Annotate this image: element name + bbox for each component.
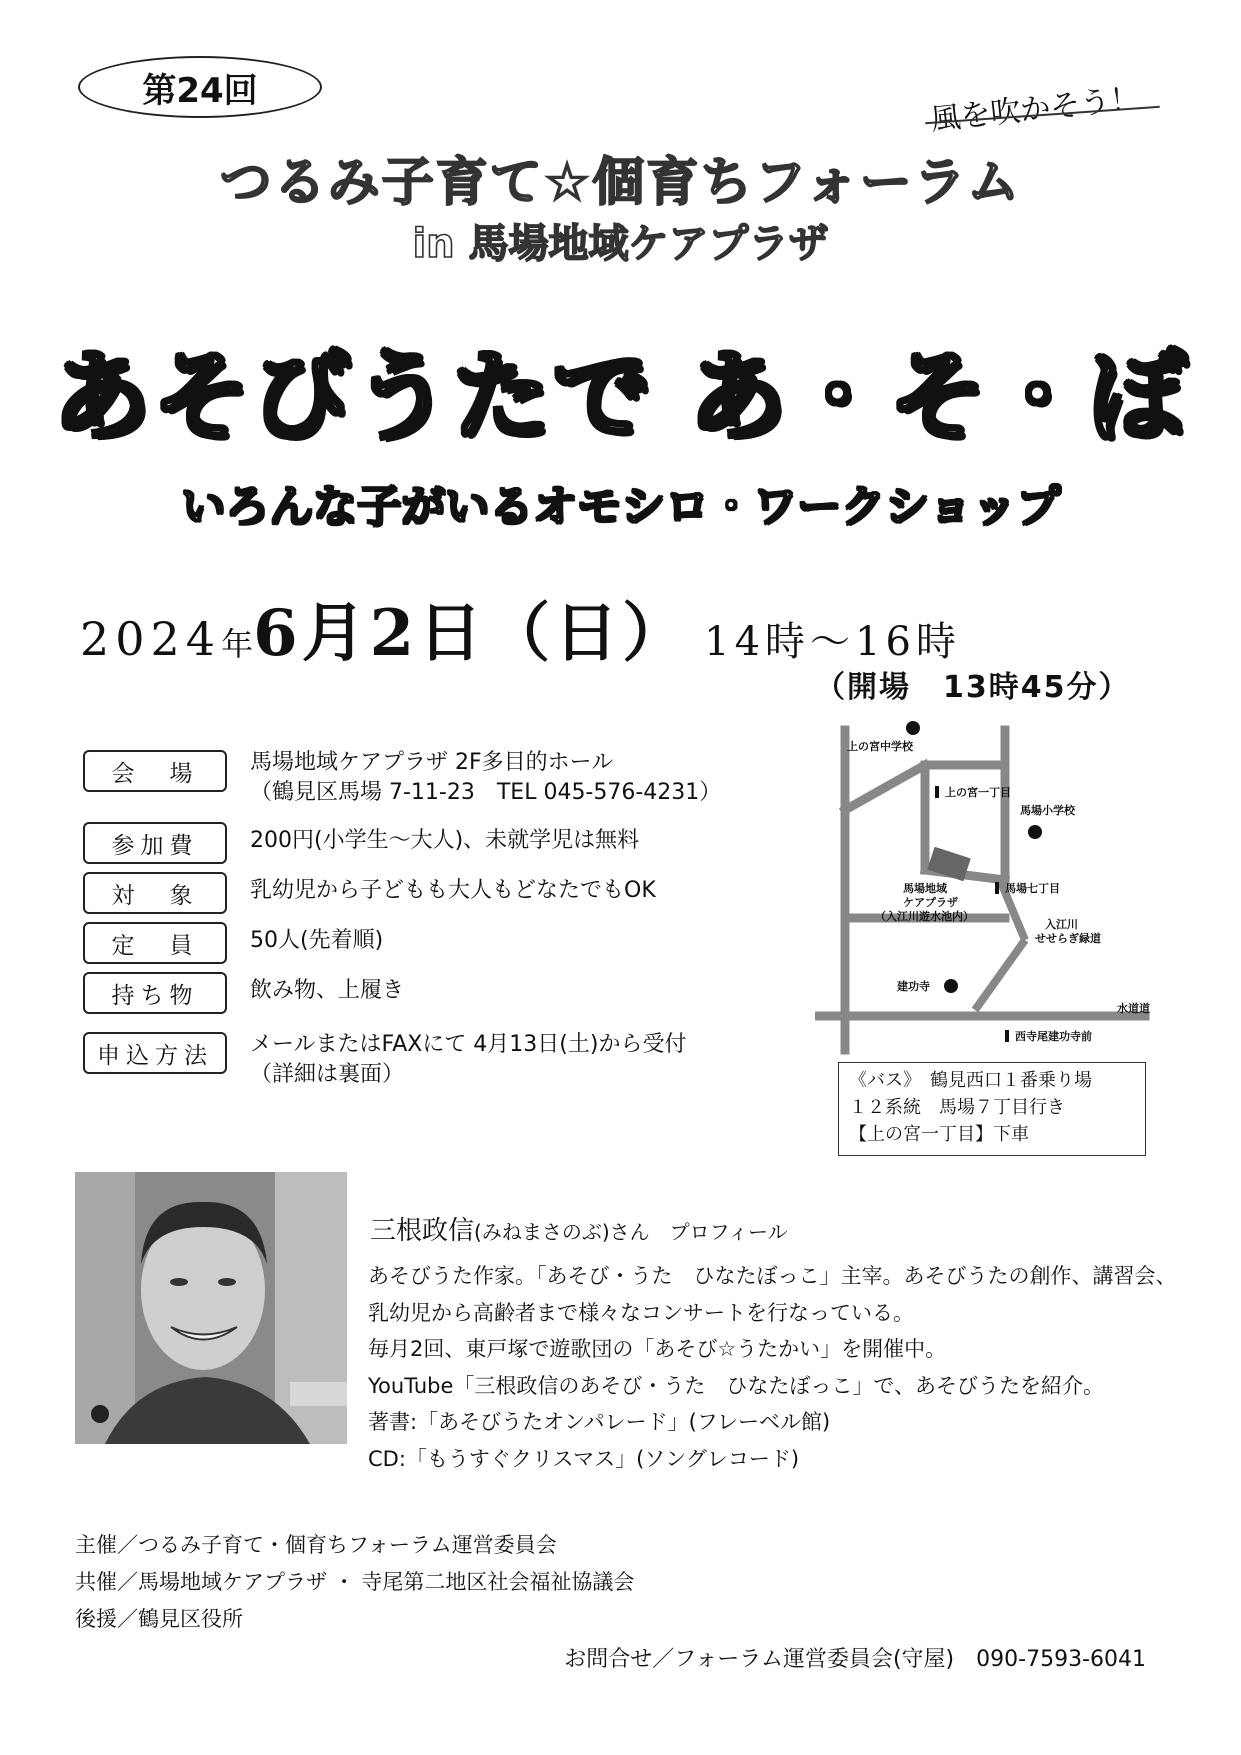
map-dot-temple bbox=[944, 979, 958, 993]
bio-line: 毎月2回、東戸塚で遊歌団の「あそび☆うたかい」を開催中。 bbox=[368, 1337, 947, 1361]
label-bring: 持ち物 bbox=[83, 972, 227, 1014]
map-label-road: 水道道 bbox=[1117, 1002, 1150, 1015]
bio-line: YouTube「三根政信のあそび・うた ひなたぼっこ」で、あそびうたを紹介。 bbox=[368, 1373, 1104, 1398]
profile-name bbox=[370, 1210, 788, 1247]
info-apply bbox=[250, 1030, 686, 1090]
map-label-school2: 馬場小学校 bbox=[1020, 804, 1075, 817]
map-label-school1: 上の宮中学校 bbox=[847, 740, 913, 753]
info-capacity: 50人(先着順) bbox=[250, 928, 384, 953]
bio-line: あそびうた作家。「あそび・うた ひなたぼっこ」主宰。あそびうたの創作、講習会、 bbox=[368, 1264, 1177, 1288]
map-stop-icon-2 bbox=[995, 882, 999, 894]
info-fee: 200円(小学生～大人)、未就学児は無料 bbox=[250, 828, 640, 853]
info-venue bbox=[250, 748, 721, 808]
profile-reading: (みねまさのぶ)さん プロフィール bbox=[474, 1220, 788, 1244]
bus-line2: １２系統 馬場７丁目行き bbox=[849, 1097, 1065, 1118]
map-green-2 bbox=[975, 940, 1025, 1010]
event-date bbox=[80, 582, 961, 674]
label-venue: 会 場 bbox=[83, 750, 227, 792]
label-target: 対 象 bbox=[83, 872, 227, 914]
map-stop-icon-3 bbox=[1005, 1030, 1009, 1042]
map-label-venue1: 馬場地域 bbox=[903, 882, 947, 895]
map-label-temple: 建功寺 bbox=[897, 980, 930, 993]
portrait-image bbox=[75, 1172, 347, 1444]
event-subtitle: いろんな子がいるオモシロ・ワークショップ bbox=[180, 481, 1061, 532]
credit-co-organizer: 共催／馬場地域ケアプラザ ・ 寺尾第二地区社会福祉協議会 bbox=[75, 1570, 635, 1594]
contact-info: お問合せ／フォーラム運営委員会(守屋) 090-7593-6041 bbox=[564, 1647, 1146, 1672]
map-road-diag bbox=[845, 765, 925, 810]
venue-subtitle: in 馬場地域ケアプラザ bbox=[412, 221, 829, 267]
info-venue-line1: 馬場地域ケアプラザ 2F多目的ホール bbox=[250, 750, 614, 775]
map-label-stop3: 西寺尾建功寺前 bbox=[1015, 1030, 1092, 1043]
profile-bio bbox=[368, 1258, 1177, 1477]
credit-support: 後援／鶴見区役所 bbox=[75, 1607, 243, 1631]
credits bbox=[75, 1527, 634, 1638]
credit-organizer: 主催／つるみ子育て・個育ちフォーラム運営委員会 bbox=[75, 1533, 557, 1557]
open-time: （開場 13時45分） bbox=[815, 670, 1131, 705]
map-dot-school2 bbox=[1028, 825, 1042, 839]
event-title: あそびうたで あ・そ・ぼ bbox=[52, 340, 1189, 454]
info-apply-line2: （詳細は裏面） bbox=[250, 1062, 405, 1087]
bus-info bbox=[838, 1062, 1146, 1156]
bio-line: CD:「もうすぐクリスマス」(ソングレコード) bbox=[368, 1446, 800, 1471]
date-year: 2024 bbox=[80, 612, 222, 666]
info-target: 乳幼児から子どもも大人もどなたでもOK bbox=[250, 878, 656, 903]
edition-text: 第24回 bbox=[142, 70, 258, 111]
profile-photo bbox=[75, 1172, 347, 1444]
edition-badge bbox=[78, 56, 322, 118]
map-label-venue3: （入江川遊水池内） bbox=[875, 910, 974, 923]
map-label-stop1: 上の宮一丁目 bbox=[945, 786, 1011, 799]
access-map bbox=[815, 720, 1175, 1060]
date-main: 6月2日（日） bbox=[253, 596, 691, 671]
info-bring: 飲み物、上履き bbox=[250, 978, 405, 1003]
info-apply-line1: メールまたはFAXにて 4月13日(土)から受付 bbox=[250, 1032, 687, 1057]
bus-line3: 【上の宮一丁目】下車 bbox=[849, 1124, 1029, 1145]
label-fee: 参加費 bbox=[83, 822, 227, 864]
slogan: 風を吹かそう！ bbox=[929, 81, 1142, 138]
profile-name-text: 三根政信 bbox=[370, 1216, 475, 1246]
map-stop-icon-1 bbox=[935, 786, 939, 798]
bio-line: 著書:「あそびうたオンパレード」(フレーベル館) bbox=[368, 1410, 831, 1434]
event-time: 14時～16時 bbox=[704, 619, 961, 665]
label-capacity: 定 員 bbox=[83, 922, 227, 964]
map-dot-school1 bbox=[906, 721, 920, 735]
map-label-green1: 入江川 bbox=[1045, 918, 1078, 931]
info-venue-line2: （鶴見区馬場 7-11-23 TEL 045-576-4231） bbox=[250, 780, 722, 805]
map-label-green2: せせらぎ緑道 bbox=[1035, 932, 1101, 945]
map-label-venue2: ケアプラザ bbox=[903, 896, 958, 909]
map-venue-building bbox=[927, 847, 971, 882]
forum-title: つるみ子育て☆個育ちフォーラム bbox=[219, 153, 1022, 213]
bio-line: 乳幼児から高齢者まで様々なコンサートを行なっている。 bbox=[368, 1300, 914, 1325]
label-apply: 申込方法 bbox=[83, 1032, 227, 1074]
map-label-stop2: 馬場七丁目 bbox=[1005, 882, 1060, 895]
date-nen: 年 bbox=[221, 625, 254, 663]
bus-line1: 《バス》 鶴見西口１番乗り場 bbox=[849, 1070, 1092, 1091]
